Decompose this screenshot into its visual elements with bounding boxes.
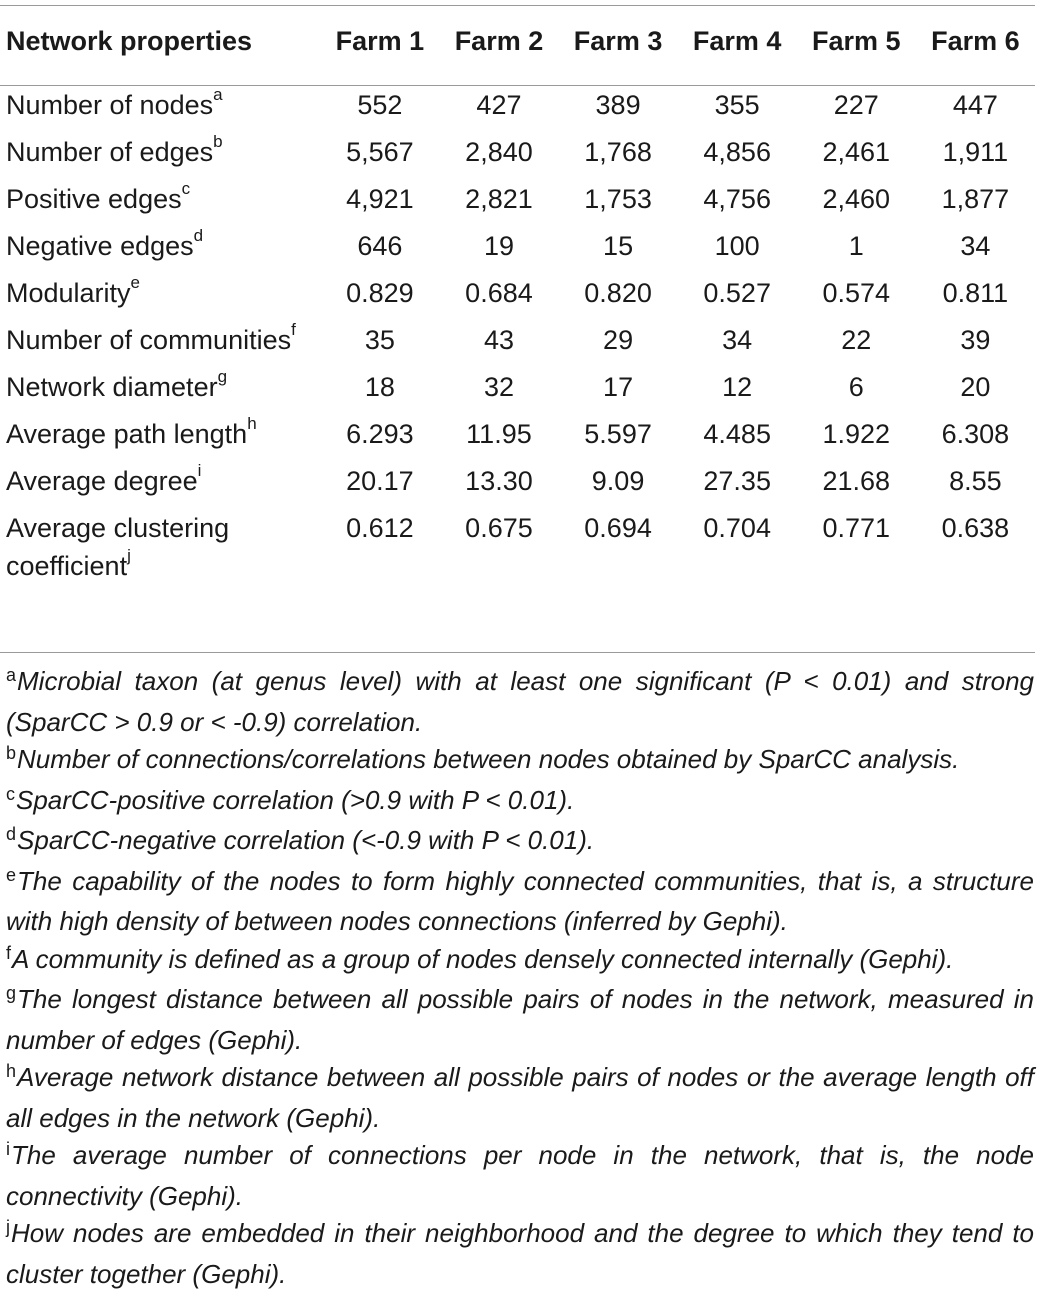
table-cell: 20.17: [346, 466, 414, 496]
table-cell: 1,768: [584, 137, 652, 167]
table-row: [0, 133, 1035, 180]
row-label-cell: [0, 180, 320, 227]
footnote-mark: d: [193, 226, 204, 245]
footnote-mark: c: [6, 783, 15, 804]
table-cell: 355: [714, 90, 760, 120]
footnote: [6, 941, 1034, 982]
column-header: Network properties: [6, 26, 253, 56]
table-row: [0, 274, 1035, 321]
column-header: Farm 2: [454, 26, 544, 56]
footnote: [6, 981, 1034, 1059]
table-cell: 427: [476, 90, 522, 120]
table-cell: 2,821: [465, 184, 533, 214]
column-header: Farm 4: [692, 26, 782, 56]
table-cell: 32: [483, 372, 514, 402]
column-header: Farm 5: [812, 26, 901, 56]
table-cell: 8.55: [949, 466, 1002, 496]
table-cell: 12: [722, 372, 753, 402]
footnote-mark: i: [197, 461, 202, 480]
table-cell: 389: [595, 90, 641, 120]
table-cell: 9.09: [591, 466, 645, 496]
table-cell: 19: [483, 231, 514, 261]
row-label-cell: [0, 227, 320, 274]
table-body: [0, 86, 1035, 594]
footnote-mark: g: [6, 983, 17, 1003]
table-cell: 2,460: [822, 184, 891, 214]
footnote-text: The capability of the nodes to form highly connected communities, that is, a structure with high density of between nodes connections (inferred by Gephi).: [6, 865, 1034, 936]
table-cell: 646: [357, 231, 403, 261]
table-cell: 1.922: [822, 419, 891, 449]
table-cell: 34: [722, 325, 753, 355]
table-cell: 17: [603, 372, 634, 402]
footnote-mark: a: [6, 665, 17, 685]
row-label: Average degree: [6, 466, 198, 496]
table-cell: 1,877: [941, 184, 1010, 214]
footnote-text: Number of connections/correlations between nodes obtained by SparCC analysis.: [17, 744, 960, 774]
table-cell: 22: [841, 325, 872, 355]
table-cell: 447: [952, 90, 998, 120]
footnote-mark: b: [213, 132, 223, 151]
footnote: [6, 1137, 1034, 1215]
footnote-mark: j: [127, 546, 131, 565]
table-row: [0, 415, 1035, 462]
header-row: [0, 18, 1035, 64]
table-cell: 27.35: [703, 466, 771, 496]
table-cell: 2,840: [465, 137, 533, 167]
footnote: [6, 1059, 1034, 1137]
table-cell: 0.638: [941, 513, 1010, 543]
row-label: Negative edges: [6, 231, 194, 261]
table-cell: 21.68: [822, 466, 891, 496]
table-cell: 0.820: [584, 278, 652, 308]
table-cell: 11.95: [466, 419, 532, 449]
table-cell: 39: [960, 325, 991, 355]
row-label: Average path length: [6, 419, 248, 449]
footnote-mark: g: [217, 367, 228, 386]
table-cell: 43: [483, 325, 514, 355]
footnote-mark: e: [6, 864, 17, 885]
table-cell: 6.293: [346, 419, 414, 449]
footnote-text: The average number of connections per node in the network, that is, the node connectivity (Gephi).: [6, 1140, 1034, 1211]
row-label-cell: [0, 368, 320, 415]
table-cell: 552: [357, 90, 403, 120]
footnote: [6, 663, 1034, 741]
footnote-mark: h: [6, 1061, 17, 1081]
table-row: [0, 86, 1035, 133]
table-cell: 0.694: [584, 513, 652, 543]
row-label-cell: [0, 462, 320, 509]
row-label-cell: [0, 415, 320, 462]
footnote-mark: c: [181, 179, 191, 198]
top-rule: [0, 5, 1035, 6]
table-cell: 100: [714, 231, 760, 261]
table-row: [0, 368, 1035, 415]
row-label-cell: [0, 86, 320, 133]
footnotes: [6, 663, 1034, 1293]
table-cell: 0.829: [346, 278, 414, 308]
footnote: [6, 863, 1034, 941]
row-label-cell: [0, 133, 320, 180]
table-cell: 6: [848, 372, 864, 402]
table-row: [0, 462, 1035, 509]
table-row: [0, 227, 1035, 274]
table-cell: 1,911: [942, 137, 1009, 167]
table-cell: 0.684: [465, 278, 533, 308]
footnote-mark: e: [130, 273, 141, 292]
footnote-mark: f: [291, 320, 296, 339]
table-cell: 227: [833, 90, 879, 120]
row-label: Network diameter: [6, 372, 218, 402]
footnote: [6, 822, 1034, 863]
row-label: Average clustering coefficient: [6, 513, 230, 581]
row-label-cell: [0, 274, 320, 321]
table-cell: 18: [364, 372, 395, 402]
row-label: Positive edges: [6, 184, 182, 214]
table-cell: 0.612: [346, 513, 414, 543]
table-cell: 0.771: [822, 513, 891, 543]
table-cell: 35: [364, 325, 395, 355]
footnote-mark: d: [6, 824, 17, 844]
table-cell: 0.527: [703, 278, 771, 308]
column-header: Farm 6: [931, 26, 1020, 56]
table-cell: 4.485: [703, 419, 771, 449]
table-cell: 4,756: [703, 184, 771, 214]
table-cell: 4,921: [346, 184, 414, 214]
footnote-text: Microbial taxon (at genus level) with at least one significant (P < 0.01) and strong (SparCC > 0.9 or < -0.9) correlation.: [6, 666, 1034, 737]
column-header: Farm 3: [573, 26, 663, 56]
table-cell: 0.675: [465, 513, 533, 543]
footnote: [6, 782, 1034, 823]
table-row: [0, 321, 1035, 368]
table-cell: 29: [603, 325, 634, 355]
row-label: Number of nodes: [6, 90, 214, 120]
table-cell: 4,856: [703, 137, 771, 167]
table-cell: 5,567: [346, 137, 414, 167]
table-row: [0, 509, 1035, 594]
footnote-text: Average network distance between all possible pairs of nodes or the average length off all edges in the network (Gephi).: [6, 1062, 1034, 1133]
table-cell: 20: [960, 372, 991, 402]
table-cell: 0.811: [942, 278, 1009, 308]
column-header: Farm 1: [335, 26, 425, 56]
table-cell: 0.574: [822, 278, 891, 308]
table-cell: 13.30: [465, 466, 533, 496]
footnote-text: SparCC-positive correlation (>0.9 with P < 0.01).: [16, 784, 575, 815]
footnote-text: The longest distance between all possible pairs of nodes in the network, measured in number of edges (Gephi).: [6, 984, 1034, 1055]
bottom-rule: [0, 652, 1035, 653]
table-cell: 0.704: [703, 513, 771, 543]
footnote-mark: f: [6, 942, 12, 963]
table-row: [0, 180, 1035, 227]
footnote: [6, 1215, 1034, 1293]
footnote-text: How nodes are embedded in their neighborhood and the degree to which they tend to cluster together (Gephi).: [6, 1218, 1034, 1289]
table-cell: 15: [603, 231, 634, 261]
row-label-cell: [0, 509, 320, 594]
table-cell: 1: [848, 231, 864, 261]
footnote-mark: h: [247, 414, 257, 433]
row-label: Modularity: [6, 278, 131, 308]
footnote: [6, 741, 1034, 782]
table-cell: 5.597: [584, 419, 652, 449]
footnote-mark: j: [6, 1217, 10, 1237]
table-cell: 34: [960, 231, 991, 261]
footnote-mark: i: [6, 1139, 10, 1159]
footnote-mark: a: [213, 85, 223, 104]
footnote-text: A community is defined as a group of nodes densely connected internally (Gephi).: [12, 943, 954, 974]
row-label-cell: [0, 321, 320, 368]
table-cell: 1,753: [584, 184, 652, 214]
row-label: Number of communities: [6, 325, 292, 355]
row-label: Number of edges: [6, 137, 214, 167]
table-cell: 2,461: [822, 137, 891, 167]
table-cell: 6.308: [941, 419, 1010, 449]
footnote-text: SparCC-negative correlation (<-0.9 with P < 0.01).: [17, 825, 595, 855]
network-properties-table: [0, 18, 1035, 594]
footnote-mark: b: [6, 743, 17, 763]
